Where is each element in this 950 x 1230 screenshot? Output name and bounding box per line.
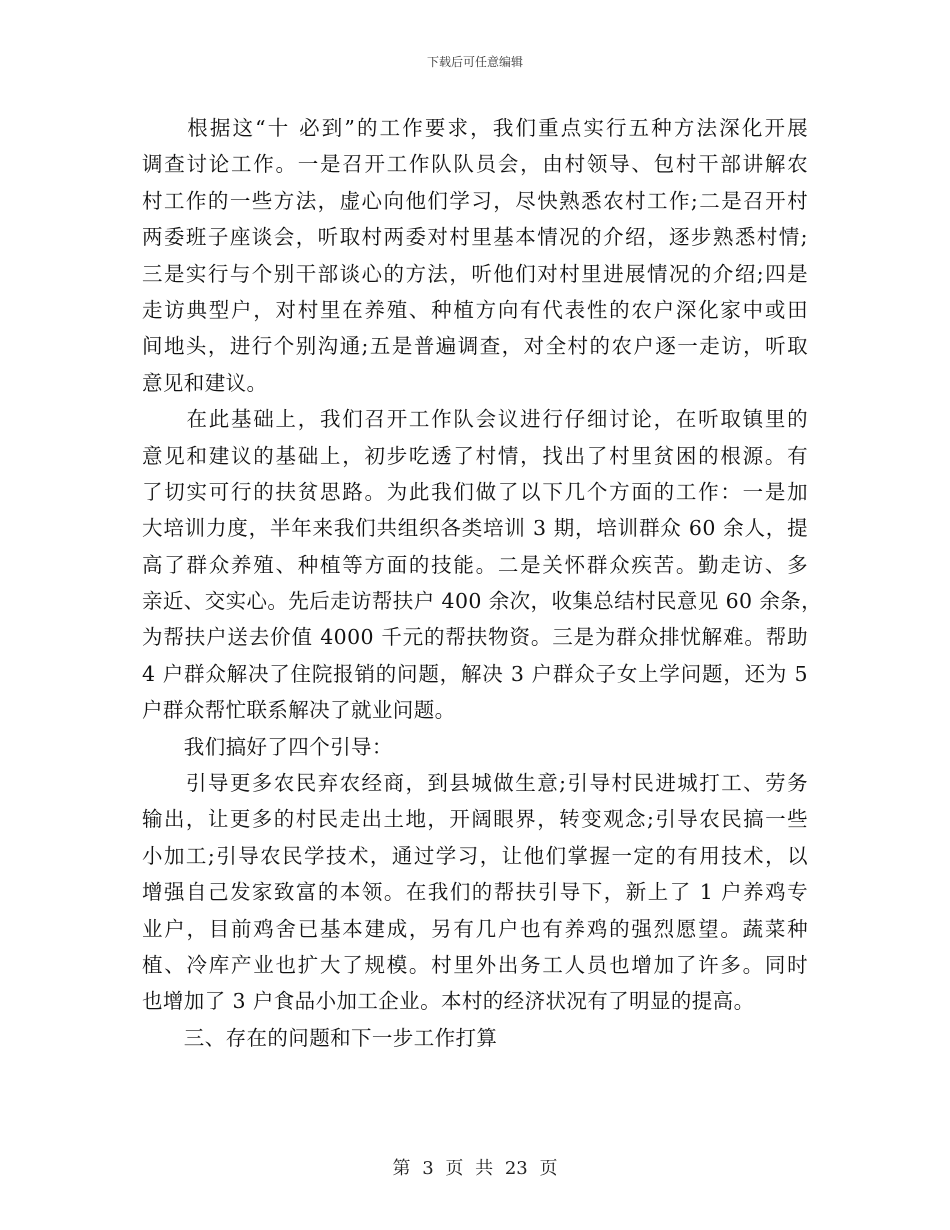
text-line: 我们搞好了四个引导： — [142, 734, 393, 759]
page-number: 第 3 页 共 23 页 — [392, 1158, 558, 1179]
text-line: 4 户群众解决了住院报销的问题，解决 3 户群众子女上学问题，还为 5 — [142, 661, 808, 686]
text-line: 增强自己发家致富的本领。在我们的帮扶引导下，新上了 1 户养鸡专 — [142, 880, 808, 905]
text-line: 输出，让更多的村民走出土地，开阔眼界，转变观念;引导农民搞一些 — [142, 807, 808, 832]
text-line: 植、冷库产业也扩大了规模。村里外出务工人员也增加了许多。同时 — [142, 952, 808, 977]
text-line: 户群众帮忙联系解决了就业问题。 — [142, 698, 456, 723]
document-body — [142, 110, 823, 1056]
text-line: 为帮扶户送去价值 4000 千元的帮扶物资。三是为群众排忧解难。帮助 — [142, 625, 808, 650]
text-line: 三是实行与个别干部谈心的方法，听他们对村里进展情况的介绍;四是 — [142, 261, 808, 286]
header-note: 下载后可任意编辑 — [426, 55, 523, 69]
text-line: 意见和建议。 — [142, 370, 268, 395]
text-line: 意见和建议的基础上，初步吃透了村情，找出了村里贫困的根源。有 — [142, 443, 808, 468]
text-line: 大培训力度，半年来我们共组织各类培训 3 期，培训群众 60 余人，提 — [142, 516, 808, 541]
text-line: 也增加了 3 户食品小加工企业。本村的经济状况有了明显的提高。 — [142, 989, 755, 1014]
text-line: 亲近、交实心。先后走访帮扶户 400 余次，收集总结村民意见 60 余条， — [142, 589, 823, 614]
text-line: 间地头，进行个别沟通;五是普遍调查，对全村的农户逐一走访，听取 — [142, 334, 808, 359]
text-line: 调查讨论工作。一是召开工作队队员会，由村领导、包村干部讲解农 — [142, 152, 808, 177]
text-line: 村工作的一些方法，虚心向他们学习，尽快熟悉农村工作;二是召开村 — [142, 188, 808, 213]
text-line: 高了群众养殖、种植等方面的技能。二是关怀群众疾苦。勤走访、多 — [142, 552, 808, 577]
text-line: 根据这“十 必到”的工作要求，我们重点实行五种方法深化开展 — [142, 116, 808, 140]
text-line: 小加工;引导农民学技术，通过学习，让他们掌握一定的有用技术，以 — [142, 843, 808, 868]
section-heading: 三、存在的问题和下一步工作打算 — [142, 1025, 498, 1050]
text-line: 在此基础上，我们召开工作队会议进行仔细讨论，在听取镇里的 — [142, 407, 808, 432]
text-line: 了切实可行的扶贫思路。为此我们做了以下几个方面的工作：一是加 — [142, 479, 808, 504]
text-line: 两委班子座谈会，听取村两委对村里基本情况的介绍，逐步熟悉村情; — [142, 225, 808, 250]
text-line: 引导更多农民弃农经商，到县城做生意;引导村民进城打工、劳务 — [142, 771, 808, 796]
text-line: 业户，目前鸡舍已基本建成，另有几户也有养鸡的强烈愿望。蔬菜种 — [142, 916, 808, 941]
text-line: 走访典型户，对村里在养殖、种植方向有代表性的农户深化家中或田 — [142, 297, 808, 322]
